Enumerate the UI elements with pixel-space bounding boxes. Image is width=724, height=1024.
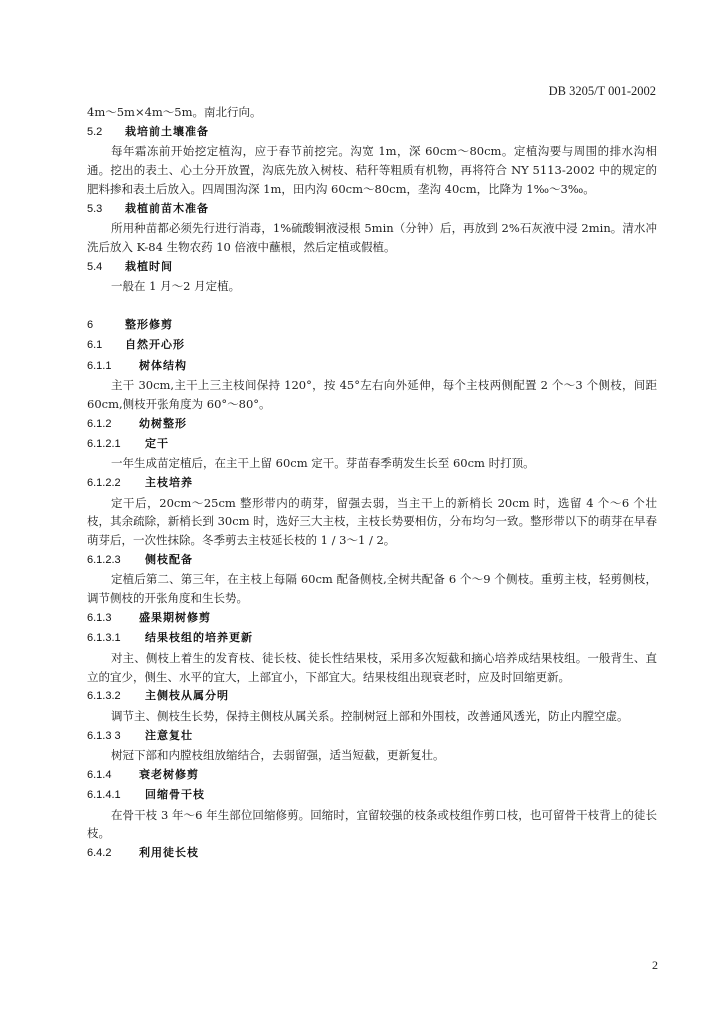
section-heading [87, 122, 657, 142]
section-title: 盛果期树修剪 [139, 611, 211, 625]
section-number: 6.1.2.1 [87, 438, 121, 451]
body-paragraph: 树冠下部和内膛枝组放缩结合，去弱留强，适当短截，更新复壮。 [111, 748, 445, 763]
body-paragraph: 所用种苗都必须先行进行消毒，1%硫酸铜液浸根 5min（分钟）后，再放到 2%石灰液中浸 2min。清水冲洗后放入 K-84 生物农药 10 倍液中蘸根，然后定植或假植。 [87, 221, 657, 254]
body-paragraph: 4m～5m×4m～5m。南北行向。 [87, 105, 262, 119]
section-heading [87, 785, 657, 805]
section-title: 栽植时间 [125, 259, 173, 273]
section-heading [87, 335, 657, 355]
section-heading [87, 414, 657, 434]
section-number: 6.1.3.2 [87, 690, 121, 703]
section-heading [87, 550, 657, 570]
section-heading [87, 843, 657, 863]
section-number: 6 [87, 318, 94, 331]
section-heading [87, 686, 657, 706]
body-paragraph: 定植后第二、第三年，在主枝上每隔 60cm 配备侧枝,全树共配备 6 个～9 个侧枝。重剪主枝，轻剪侧枝，调节侧枝的开张角度和生长势。 [87, 572, 657, 606]
section-number: 6.1.2.3 [87, 554, 121, 567]
section-title: 定干 [145, 437, 169, 451]
section-heading [87, 473, 657, 493]
section-heading [87, 628, 657, 648]
section-number: 6.1.1 [87, 359, 112, 372]
section-title: 幼树整形 [139, 416, 187, 430]
section-number: 6.1.3 3 [87, 729, 121, 742]
section-title: 主枝培养 [145, 476, 193, 490]
section-heading [87, 315, 657, 335]
section-heading [87, 608, 657, 628]
section-number: 6.1.4.1 [87, 789, 121, 802]
page-number: 2 [652, 958, 658, 972]
section-number: 6.1.2 [87, 417, 112, 430]
section-heading [87, 257, 657, 277]
body-paragraph: 每年霜冻前开始挖定植沟，应于春节前挖完。沟宽 1m，深 60cm～80cm。定植沟要与周围的排水沟相通。挖出的表土、心土分开放置，沟底先放入树枝、秸秆等粗质有机物，再将符合 NY 5113-2002 中的规定的肥料掺和表土后放入。四周围沟深 1m，田内沟 60cm～80cm，垄沟 40cm，比降为 1‰～3‰。 [87, 144, 657, 196]
section-gap [87, 296, 657, 315]
section-title: 利用徒长枝 [139, 846, 199, 860]
section-number: 6.1.3.1 [87, 632, 121, 645]
section-heading [87, 199, 657, 219]
document-id: DB 3205/T 001-2002 [548, 84, 656, 98]
document-body [87, 103, 657, 864]
section-title: 栽植前苗木准备 [125, 201, 209, 215]
section-title: 结果枝组的培养更新 [145, 631, 253, 645]
section-title: 侧枝配备 [145, 553, 193, 567]
body-paragraph: 一般在 1 月～2 月定植。 [111, 279, 241, 293]
body-paragraph: 调节主、侧枝生长势，保持主侧枝从属关系。控制树冠上部和外围枝，改善通风透光，防止内膛空虚。 [111, 708, 629, 723]
section-number: 6.4.2 [87, 847, 112, 860]
section-title: 主侧枝从属分明 [145, 689, 229, 703]
body-paragraph: 在骨干枝 3 年～6 年生部位回缩修剪。回缩时，宜留较强的枝条或枝组作剪口枝，也可留骨干枝背上的徒长枝。 [87, 807, 657, 841]
section-heading [87, 726, 657, 746]
section-number: 5.2 [87, 125, 103, 138]
section-number: 6.1.4 [87, 768, 112, 781]
body-paragraph: 主干 30cm,主干上三主枝间保持 120°，按 45°左右向外延伸，每个主枝两侧配置 2 个～3 个侧枝，间距 60cm,侧枝开张角度为 60°～80°。 [87, 378, 657, 411]
body-paragraph: 定干后，20cm～25cm 整形带内的萌芽，留强去弱，当主干上的新梢长 20cm 时，选留 4 个～6 个壮枝，其余疏除，新梢长到 30cm 时，选好三大主枝，主枝长势要相仿，分布均匀一致。整形带以下的萌芽在早春萌芽后，一次性抹除。冬季剪去主枝延长枝的 1 / 3～1 / 2。 [87, 495, 657, 548]
section-number: 6.1.2.2 [87, 477, 121, 490]
section-heading [87, 765, 657, 785]
section-number: 6.1.3 [87, 612, 112, 625]
section-number: 5.4 [87, 260, 103, 273]
body-paragraph: 一年生成苗定植后，在主干上留 60cm 定干。芽苗春季萌发生长至 60cm 时打顶。 [111, 456, 535, 471]
section-title: 树体结构 [139, 358, 187, 372]
section-number: 6.1 [87, 339, 103, 352]
section-title: 衰老树修剪 [139, 767, 199, 781]
section-number: 5.3 [87, 202, 103, 215]
section-heading [87, 356, 657, 376]
section-title: 注意复壮 [145, 728, 193, 742]
section-title: 自然开心形 [125, 338, 185, 352]
section-title: 回缩骨干枝 [145, 788, 205, 802]
section-title: 栽培前土壤准备 [125, 124, 209, 138]
section-title: 整形修剪 [125, 317, 173, 331]
section-heading [87, 434, 657, 454]
body-paragraph: 对主、侧枝上着生的发育枝、徒长枝、徒长性结果枝，采用多次短截和摘心培养成结果枝组。一般背生、直立的宜少，侧生、水平的宜大，上部宜小，下部宜大。结果枝组出现衰老时，应及时回缩更新。 [87, 650, 657, 684]
